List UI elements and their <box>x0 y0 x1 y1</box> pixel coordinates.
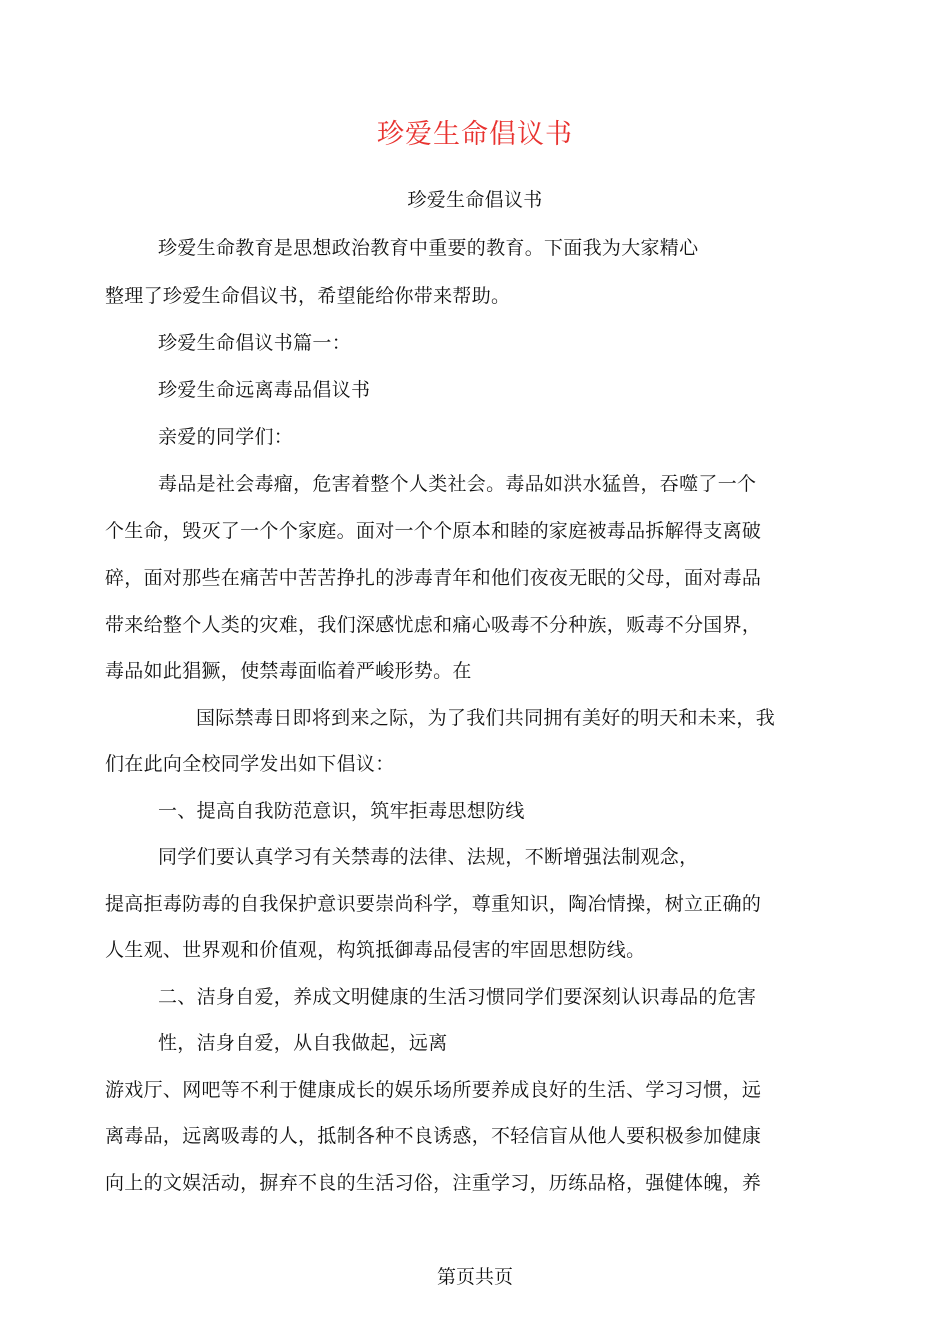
subtitle: 珍爱生命倡议书 <box>407 189 543 211</box>
section-heading: 一、提高自我防范意识，筑牢拒毒思想防线 <box>158 800 525 822</box>
salutation: 亲爱的同学们： <box>158 426 294 448</box>
section-heading: 珍爱生命倡议书篇一： <box>158 332 352 354</box>
paragraph-line: 向上的文娱活动，摒弃不良的生活习俗，注重学习，历练品格，强健体魄，养 <box>105 1172 762 1194</box>
paragraph-line: 同学们要认真学习有关禁毒的法律、法规，不断增强法制观念， <box>158 846 699 868</box>
paragraph-line: 提高拒毒防毒的自我保护意识要崇尚科学，尊重知识，陶冶情操，树立正确的 <box>105 893 762 915</box>
paragraph-line: 整理了珍爱生命倡议书，希望能给你带来帮助。 <box>105 285 511 307</box>
document-title: 珍爱生命倡议书 <box>377 119 573 150</box>
paragraph-line: 碎，面对那些在痛苦中苦苦挣扎的涉毒青年和他们夜夜无眠的父母，面对毒品 <box>105 567 762 589</box>
paragraph-line: 珍爱生命教育是思想政治教育中重要的教育。下面我为大家精心 <box>158 237 699 259</box>
paragraph-line: 游戏厅、网吧等不利于健康成长的娱乐场所要养成良好的生活、学习习惯，远 <box>105 1079 762 1101</box>
paragraph-line: 带来给整个人类的灾难，我们深感忧虑和痛心吸毒不分种族，贩毒不分国界， <box>105 614 762 636</box>
section-heading: 珍爱生命远离毒品倡议书 <box>158 379 371 401</box>
section-heading: 二、洁身自爱，养成文明健康的生活习惯同学们要深刻认识毒品的危害 <box>158 986 757 1008</box>
page-footer: 第页共页 <box>436 1266 513 1288</box>
paragraph-line: 毒品是社会毒瘤，危害着整个人类社会。毒品如洪水猛兽，吞噬了一个 <box>158 473 757 495</box>
paragraph-line: 人生观、世界观和价值观，构筑抵御毒品侵害的牢固思想防线。 <box>105 939 646 961</box>
paragraph-line: 国际禁毒日即将到来之际，为了我们共同拥有美好的明天和未来，我 <box>196 707 776 729</box>
paragraph-line: 毒品如此猖獗，使禁毒面临着严峻形势。在 <box>105 660 472 682</box>
paragraph-line: 们在此向全校同学发出如下倡议： <box>105 753 395 775</box>
paragraph-line: 性，洁身自爱，从自我做起，远离 <box>158 1032 448 1054</box>
paragraph-line: 离毒品，远离吸毒的人，抵制各种不良诱惑，不轻信盲从他人要积极参加健康 <box>105 1125 762 1147</box>
paragraph-line: 个生命，毁灭了一个个家庭。面对一个个原本和睦的家庭被毒品拆解得支离破 <box>105 520 762 542</box>
